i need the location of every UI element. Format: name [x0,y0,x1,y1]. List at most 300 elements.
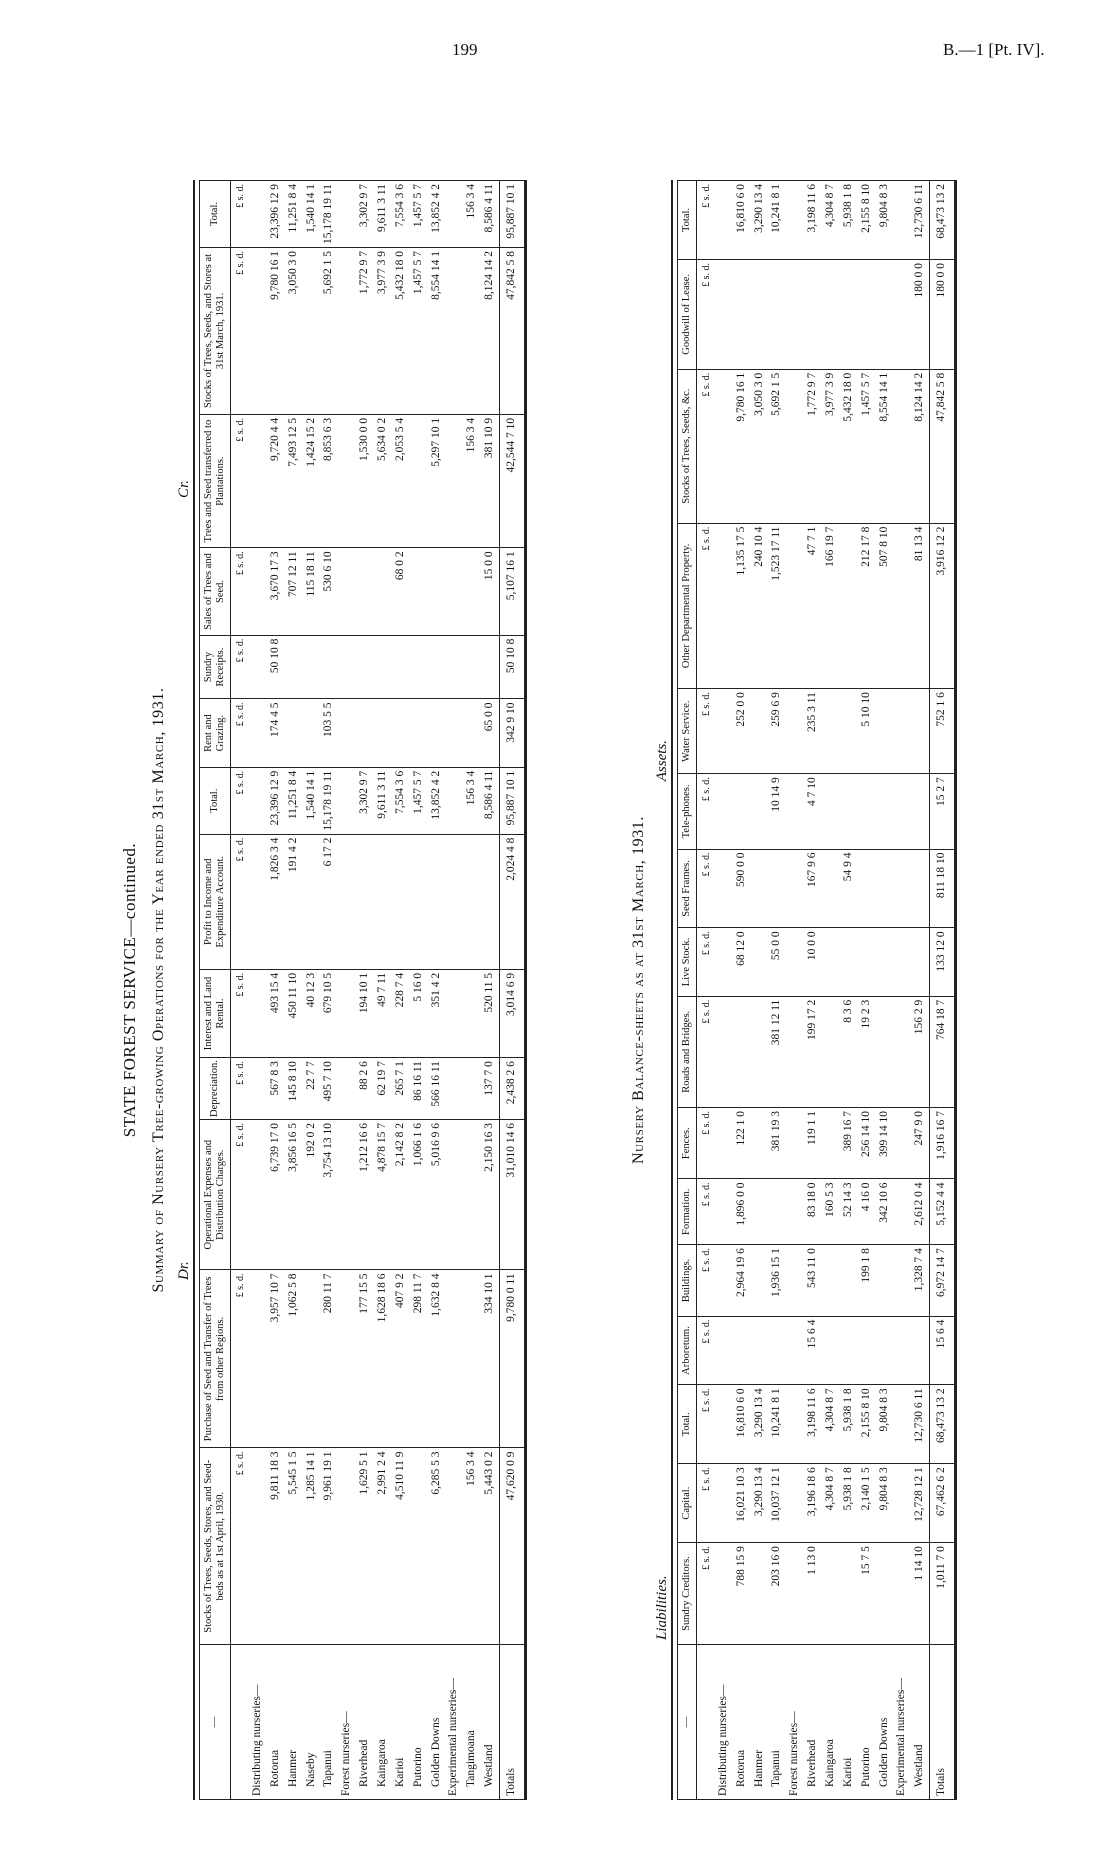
sum-value-cell: 3,302 9 7 [356,767,374,834]
bal-value-cell [768,259,786,369]
balance-subtitle: Nursery Balance-sheets as at 31st March, 1931. [630,815,647,1165]
bal-unit-cell: £ s. d. [697,1245,715,1316]
bal-value-cell: 3,196 18 6 [804,1464,822,1543]
sum-value-cell [463,635,481,699]
bal-value-cell [893,523,911,689]
bal-col-header: Stocks of Trees, Seeds, &c. [678,369,697,523]
bal-unit-cell: £ s. d. [697,369,715,523]
sum-value-cell: 191 4 2 [285,834,303,969]
sum-value-cell: 15 0 0 [481,548,499,635]
bal-value-cell [876,1316,894,1385]
sum-value-cell: 42,544 7 10 [499,414,524,547]
bal-value-cell [715,1316,733,1385]
sum-value-cell: 47,842 5 8 [499,248,524,415]
sum-value-cell: 50 10 8 [499,635,524,699]
sum-value-cell: 62 19 7 [374,1058,392,1120]
sum-value-cell: 566 16 11 [428,1058,446,1120]
sum-value-cell: 707 12 11 [285,548,303,635]
sum-value-cell [428,548,446,635]
bal-value-cell [911,689,929,774]
bal-value-cell [822,849,840,928]
bal-value-cell [715,689,733,774]
sum-value-cell: 5,297 10 1 [428,414,446,547]
sum-unit-cell: £ s. d. [231,1058,249,1120]
bal-row-label: Kaingaroa [822,1645,840,1800]
sum-value-cell [392,834,410,969]
sum-value-cell: 381 10 9 [481,414,499,547]
sum-value-cell: 1,628 18 6 [374,1270,392,1448]
bal-value-cell [715,1385,733,1464]
sum-value-cell [463,548,481,635]
bal-value-cell [733,1316,751,1385]
bal-value-cell [911,774,929,849]
bal-value-cell: 199 1 8 [858,1245,876,1316]
bal-value-cell: 252 0 0 [733,689,751,774]
bal-value-cell [822,259,840,369]
sum-value-cell [285,699,303,767]
bal-col-header: Live Stock. [678,928,697,996]
bal-value-cell: 12,730 6 11 [911,181,929,260]
bal-value-cell: 15 7 5 [858,1543,876,1645]
sum-value-cell: 530 6 10 [320,548,338,635]
sum-value-cell [338,834,356,969]
sum-col-header: Interest and Land Rental. [200,969,231,1057]
sum-value-cell [428,834,446,969]
sum-unit-cell [231,1645,249,1800]
sum-col-header: Profit to Income and Expenditure Account. [200,834,231,969]
sum-value-cell: 194 10 1 [356,969,374,1057]
bal-value-cell [768,1179,786,1245]
bal-col-header: Arboretum. [678,1316,697,1385]
sum-row-label: Tapanui [320,1645,338,1800]
bal-value-cell: 10,241 8 1 [768,181,786,260]
sum-value-cell: 156 3 4 [463,414,481,547]
bal-row-label: Rotorua [733,1645,751,1800]
liabilities-label: Liabilities. [654,1575,670,1640]
sum-unit-cell: £ s. d. [231,248,249,415]
bal-table-row [876,181,894,1800]
bal-row-label: Hanmer [751,1645,769,1800]
bal-value-cell: 764 18 7 [930,996,955,1107]
sum-value-cell: 3,050 3 0 [285,248,303,415]
bal-col-header: Water Service. [678,689,697,774]
bal-value-cell: 2,155 8 10 [858,1385,876,1464]
bal-value-cell [786,928,804,996]
sum-value-cell: 1,826 3 4 [267,834,285,969]
sum-value-cell [428,699,446,767]
sum-value-cell: 156 3 4 [463,767,481,834]
bal-row-label: Putorino [858,1645,876,1800]
sum-value-cell [445,1119,463,1269]
bal-value-cell: 5,692 1 5 [768,369,786,523]
bal-value-cell [822,1107,840,1178]
sum-value-cell: 1,212 16 6 [356,1119,374,1269]
sum-value-cell: 2,053 5 4 [392,414,410,547]
bal-value-cell [786,996,804,1107]
sum-value-cell: 342 9 10 [499,699,524,767]
bal-value-cell: 2,964 19 6 [733,1245,751,1316]
bal-value-cell [786,523,804,689]
sum-value-cell: 4,510 11 9 [392,1448,410,1645]
sum-value-cell [445,834,463,969]
bal-value-cell [751,1179,769,1245]
bal-value-cell: 52 14 3 [840,1179,858,1245]
sum-value-cell: 13,852 4 2 [428,767,446,834]
bal-value-cell [715,1179,733,1245]
bal-col-header: Total. [678,181,697,260]
sum-value-cell: 407 9 2 [392,1270,410,1448]
sum-value-cell: 3,754 13 10 [320,1119,338,1269]
sum-value-cell: 450 11 10 [285,969,303,1057]
sum-value-cell: 5,634 0 2 [374,414,392,547]
sum-value-cell [374,834,392,969]
bal-col-header: Total. [678,1385,697,1464]
bal-value-cell [733,259,751,369]
sum-value-cell [463,248,481,415]
bal-value-cell [786,1245,804,1316]
bal-value-cell: 15 2 7 [930,774,955,849]
bal-value-cell [715,369,733,523]
sum-table-row [392,181,410,1800]
bal-value-cell: 342 10 6 [876,1179,894,1245]
sum-value-cell [249,248,267,415]
sum-table-row [410,181,428,1800]
bal-value-cell [715,1464,733,1543]
bal-value-cell [822,1543,840,1645]
bal-value-cell: 166 19 7 [822,523,840,689]
sum-value-cell: 65 0 0 [481,699,499,767]
bal-value-cell [876,928,894,996]
sum-unit-cell: £ s. d. [231,834,249,969]
bal-row-label: Westland [911,1645,929,1800]
bal-value-cell: 256 14 10 [858,1107,876,1178]
bal-value-cell [786,1385,804,1464]
sum-value-cell [445,1448,463,1645]
bal-value-cell: 5,152 4 4 [930,1179,955,1245]
bal-col-header: Formation. [678,1179,697,1245]
bal-value-cell: 9,804 8 3 [876,1385,894,1464]
sum-value-cell: 9,811 18 3 [267,1448,285,1645]
bal-value-cell: 1,523 17 11 [768,523,786,689]
bal-unit-cell: £ s. d. [697,1179,715,1245]
sum-row-label: Hanmer [285,1645,303,1800]
bal-table-row [822,181,840,1800]
sum-value-cell: 7,493 12 5 [285,414,303,547]
bal-value-cell [786,369,804,523]
sum-value-cell: 5,016 9 6 [428,1119,446,1269]
bal-table-row [893,181,911,1800]
bal-value-cell: 4 7 10 [804,774,822,849]
bal-value-cell: 3,290 13 4 [751,181,769,260]
sum-value-cell: 15,178 19 11 [320,181,338,248]
sum-value-cell [320,635,338,699]
sum-table-row [428,181,446,1800]
bal-unit-cell: £ s. d. [697,1543,715,1645]
bal-value-cell [733,996,751,1107]
sum-value-cell: 174 4 5 [267,699,285,767]
sum-value-cell [338,414,356,547]
bal-value-cell [858,774,876,849]
sum-value-cell: 5,692 1 5 [320,248,338,415]
bal-value-cell [768,849,786,928]
bal-value-cell: 3,290 13 4 [751,1464,769,1543]
sum-row-label: Riverhead [356,1645,374,1800]
bal-value-cell [840,774,858,849]
bal-value-cell [893,181,911,260]
sum-col-header: Sundry Receipts. [200,635,231,699]
bal-value-cell [840,1245,858,1316]
bal-value-cell: 507 8 10 [876,523,894,689]
bal-value-cell [876,996,894,1107]
bal-value-cell [786,1107,804,1178]
bal-table-row [858,181,876,1800]
bal-value-cell [733,774,751,849]
sum-row-label: Forest nurseries— [338,1645,356,1800]
bal-value-cell: 247 9 0 [911,1107,929,1178]
sum-value-cell [410,548,428,635]
bal-row-label: Golden Downs [876,1645,894,1800]
bal-value-cell: 15 6 4 [804,1316,822,1385]
sum-value-cell [392,699,410,767]
bal-value-cell [751,928,769,996]
bal-value-cell [876,849,894,928]
sum-value-cell: 3,302 9 7 [356,181,374,248]
bal-value-cell [840,689,858,774]
bal-value-cell [840,523,858,689]
balance-section [620,180,1114,1800]
bal-col-header: Goodwill of Lease. [678,259,697,369]
bal-value-cell [911,849,929,928]
sum-value-cell [445,635,463,699]
sum-value-cell [356,548,374,635]
bal-value-cell: 1,896 0 0 [733,1179,751,1245]
sum-value-cell [356,699,374,767]
bal-table-row [786,181,804,1800]
sum-value-cell: 103 5 5 [320,699,338,767]
bal-value-cell: 6,972 14 7 [930,1245,955,1316]
bal-value-cell: 811 18 10 [930,849,955,928]
bal-table-row [715,181,733,1800]
bal-row-label: Karioi [840,1645,858,1800]
sum-value-cell: 7,554 3 6 [392,767,410,834]
sum-value-cell: 8,853 6 3 [320,414,338,547]
bal-value-cell: 47,842 5 8 [930,369,955,523]
sum-value-cell: 280 11 7 [320,1270,338,1448]
sum-value-cell [249,1448,267,1645]
bal-value-cell: 9,804 8 3 [876,1464,894,1543]
bal-value-cell [822,689,840,774]
bal-table-row [768,181,786,1800]
sum-value-cell: 6,739 17 0 [267,1119,285,1269]
bal-value-cell [715,849,733,928]
bal-table-row [804,181,822,1800]
bal-value-cell: 10,037 12 1 [768,1464,786,1543]
bal-value-cell [876,689,894,774]
bal-unit-cell: £ s. d. [697,1385,715,1464]
bal-value-cell: 133 12 0 [930,928,955,996]
bal-col-header: Tele-phones. [678,774,697,849]
bal-value-cell [822,1245,840,1316]
sum-value-cell: 2,991 2 4 [374,1448,392,1645]
sum-value-cell [410,414,428,547]
sum-value-cell [303,699,321,767]
sum-value-cell: 31,010 14 6 [499,1119,524,1269]
sum-value-cell: 15,178 19 11 [320,767,338,834]
sum-value-cell: 1,629 5 1 [356,1448,374,1645]
sum-value-cell [463,1058,481,1120]
sum-value-cell [338,1270,356,1448]
bal-value-cell: 5,938 1 8 [840,181,858,260]
bal-value-cell [840,1543,858,1645]
bal-value-cell [786,689,804,774]
summary-subtitle: Summary of Nursery Tree-growing Operations for the Year ended 31st March, 1931. [150,687,167,1293]
sum-table-row [499,181,524,1800]
bal-value-cell [893,369,911,523]
bal-value-cell [911,1316,929,1385]
bal-value-cell: 8,554 14 1 [876,369,894,523]
sum-value-cell [249,699,267,767]
sum-value-cell: 156 3 4 [463,1448,481,1645]
sum-value-cell [303,834,321,969]
sum-value-cell: 351 4 2 [428,969,446,1057]
bal-value-cell: 4,304 8 7 [822,1385,840,1464]
sum-col-header: Rent and Grazing. [200,699,231,767]
sum-value-cell: 1,772 9 7 [356,248,374,415]
sum-value-cell [410,699,428,767]
sum-value-cell: 6 17 2 [320,834,338,969]
bal-value-cell: 788 15 9 [733,1543,751,1645]
sum-value-cell: 520 11 5 [481,969,499,1057]
bal-value-cell: 9,780 16 1 [733,369,751,523]
bal-value-cell [751,774,769,849]
bal-value-cell [893,259,911,369]
bal-value-cell: 4,304 8 7 [822,1464,840,1543]
sum-value-cell: 2,150 16 3 [481,1119,499,1269]
sum-unit-cell: £ s. d. [231,414,249,547]
sum-value-cell: 8,554 14 1 [428,248,446,415]
bal-col-header: Roads and Bridges. [678,996,697,1107]
sum-value-cell: 145 8 10 [285,1058,303,1120]
bal-col-header: Sundry Creditors. [678,1543,697,1645]
bal-value-cell [715,523,733,689]
assets-label: Assets. [654,740,670,782]
bal-value-cell: 54 9 4 [840,849,858,928]
sum-value-cell: 1,540 14 1 [303,181,321,248]
sum-value-cell: 8,124 14 2 [481,248,499,415]
bal-value-cell: 67,462 6 2 [930,1464,955,1543]
bal-value-cell: 1 13 0 [804,1543,822,1645]
bal-value-cell: 10,241 8 1 [768,1385,786,1464]
sum-value-cell [410,834,428,969]
bal-value-cell [751,849,769,928]
sum-row-label: Kaingaroa [374,1645,392,1800]
bal-value-cell: 180 0 0 [930,259,955,369]
bal-value-cell [822,928,840,996]
bal-value-cell: 55 0 0 [768,928,786,996]
bal-value-cell: 752 1 6 [930,689,955,774]
sum-col-header: — [200,1645,231,1800]
sum-unit-cell: £ s. d. [231,548,249,635]
bal-value-cell [840,259,858,369]
sum-value-cell [410,635,428,699]
sum-value-cell: 679 10 5 [320,969,338,1057]
bal-value-cell: 8 3 6 [840,996,858,1107]
sum-value-cell [303,1270,321,1448]
sum-value-cell: 95,887 10 1 [499,181,524,248]
bal-value-cell: 16,021 10 3 [733,1464,751,1543]
sum-row-label: Putorino [410,1645,428,1800]
bal-unit-cell: £ s. d. [697,774,715,849]
sum-value-cell [445,248,463,415]
sum-value-cell [249,181,267,248]
service-title: STATE FOREST SERVICE—continued. [120,842,139,1138]
bal-value-cell [786,774,804,849]
bal-value-cell [858,928,876,996]
sum-row-label: Westland [481,1645,499,1800]
bal-value-cell [786,259,804,369]
sum-value-cell: 9,961 19 1 [320,1448,338,1645]
sum-value-cell: 5,107 16 1 [499,548,524,635]
bal-value-cell: 5 10 10 [858,689,876,774]
bal-value-cell: 590 0 0 [733,849,751,928]
sum-value-cell [249,1119,267,1269]
sum-value-cell [392,635,410,699]
sum-value-cell [338,1448,356,1645]
credit-label: Cr. [176,480,192,498]
bal-value-cell: 1,916 16 7 [930,1107,955,1178]
sum-value-cell [445,767,463,834]
sum-value-cell [445,548,463,635]
bal-table-row [751,181,769,1800]
sum-table-row [481,181,499,1800]
bal-value-cell: 15 6 4 [930,1316,955,1385]
bal-value-cell: 10 0 0 [804,928,822,996]
sum-value-cell [445,1058,463,1120]
bal-value-cell [751,1107,769,1178]
sum-value-cell [445,414,463,547]
sum-value-cell: 7,554 3 6 [392,181,410,248]
bal-unit-cell: £ s. d. [697,1107,715,1178]
sum-value-cell: 2,142 8 2 [392,1119,410,1269]
sum-unit-cell: £ s. d. [231,1270,249,1448]
sum-unit-cell: £ s. d. [231,635,249,699]
bal-value-cell [876,259,894,369]
sum-value-cell: 298 11 7 [410,1270,428,1448]
sum-value-cell: 334 10 1 [481,1270,499,1448]
sum-value-cell: 2,024 4 8 [499,834,524,969]
bal-value-cell [715,774,733,849]
bal-value-cell: 3,916 12 2 [930,523,955,689]
sum-value-cell [249,834,267,969]
sum-value-cell [445,1270,463,1448]
sum-value-cell: 1,457 5 7 [410,181,428,248]
sum-value-cell [374,699,392,767]
bal-value-cell [715,1543,733,1645]
bal-value-cell: 16,810 6 0 [733,1385,751,1464]
bal-col-header: Capital. [678,1464,697,1543]
bal-value-cell: 4,304 8 7 [822,181,840,260]
sum-value-cell: 1,632 8 4 [428,1270,446,1448]
bal-unit-cell: £ s. d. [697,1316,715,1385]
bal-value-cell [858,1316,876,1385]
sum-value-cell: 5,443 0 2 [481,1448,499,1645]
sum-row-label: Naseby [303,1645,321,1800]
sum-value-cell: 50 10 8 [267,635,285,699]
bal-table-row [840,181,858,1800]
sum-table-row [356,181,374,1800]
sum-row-label: Tangimoana [463,1645,481,1800]
sum-value-cell: 265 7 1 [392,1058,410,1120]
